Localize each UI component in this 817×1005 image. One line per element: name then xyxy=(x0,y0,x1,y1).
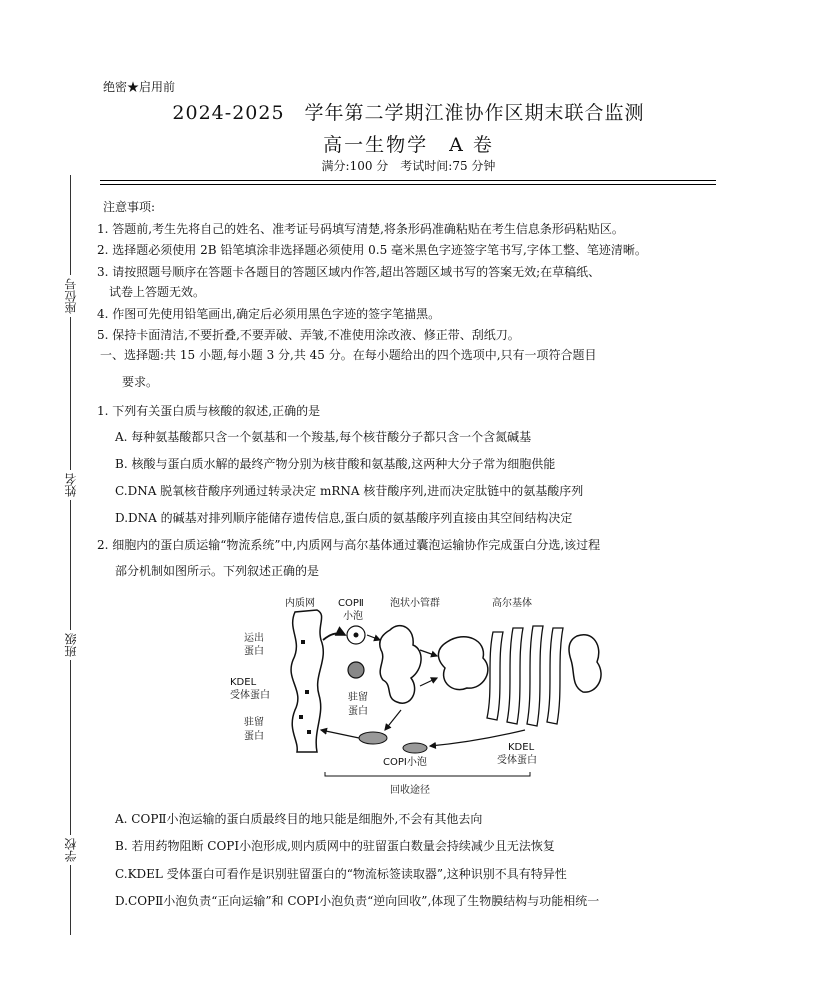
school-label: 学校 xyxy=(62,835,79,865)
seat-number-label: 座位号 xyxy=(62,275,79,317)
label-resident-left-protein: 蛋白 xyxy=(244,731,264,742)
question-1-option-d: D.DNA 的碱基对排列顺序能储存遗传信息,蛋白质的氨基酸序列直接由其空间结构决定 xyxy=(115,511,573,525)
question-2-option-c: C.KDEL 受体蛋白可看作是识别驻留蛋白的“物流标签读取器”,这种识别不具有特异性 xyxy=(115,867,567,881)
golgi-cisterna-3 xyxy=(527,626,543,726)
arrow-copi-to-er xyxy=(321,730,359,738)
question-2-option-d: D.COPⅡ小泡负责“正向运输”和 COPⅠ小泡负责“逆向回收”,体现了生物膜结构与功能相统一 xyxy=(115,894,600,908)
label-kdel-right-receptor: 受体蛋白 xyxy=(497,755,537,766)
question-1-option-a: A. 每种氨基酸都只含一个氨基和一个羧基,每个核苷酸分子都只含一个含氮碱基 xyxy=(115,430,532,444)
arrow-vtc-to-golgi-lower xyxy=(420,678,437,686)
question-2-option-b: B. 若用药物阻断 COPⅠ小泡形成,则内质网中的驻留蛋白数量会持续减少且无法恢复 xyxy=(115,839,555,853)
label-kdel-left: KDEL xyxy=(230,677,257,688)
notice-item: 3. 请按照题号顺序在答题卡各题目的答题区域内作答,超出答题区域书写的答案无效;在草稿纸、 xyxy=(97,265,601,279)
arrow-er-to-copii xyxy=(323,633,345,640)
notice-item: 4. 作图可先使用铅笔画出,确定后必须用黑色字迹的签字笔描黑。 xyxy=(97,307,441,321)
question-2-stem-cont: 部分机制如图所示。下列叙述正确的是 xyxy=(115,564,320,578)
label-vtc: 泡状小管群 xyxy=(390,598,440,609)
question-1-option-b: B. 核酸与蛋白质水解的最终产物分别为核苷酸和氨基酸,这两种大分子常为细胞供能 xyxy=(115,457,556,471)
protein-transport-diagram xyxy=(225,590,735,800)
label-golgi: 高尔基体 xyxy=(492,598,532,609)
arrow-copii-to-vtc xyxy=(367,635,380,640)
question-1-option-c: C.DNA 脱氧核苷酸序列通过转录决定 mRNA 核苷酸序列,进而决定肽链中的氨基酸序列 xyxy=(115,484,584,498)
confidential-label: 绝密★启用前 xyxy=(103,80,176,94)
arrow-vtc-return xyxy=(385,710,401,730)
header-rule-top xyxy=(100,180,716,181)
section-heading-cont: 要求。 xyxy=(122,375,159,389)
vesicle-middle xyxy=(348,662,364,678)
label-resident-center: 驻留 xyxy=(348,692,368,703)
golgi-cisterna-2 xyxy=(507,628,523,724)
label-resident-center-protein: 蛋白 xyxy=(348,706,368,717)
label-retrieval: 回收途径 xyxy=(390,785,430,796)
label-copi: COPⅠ小泡 xyxy=(383,757,427,768)
golgi-cisterna-4 xyxy=(547,628,563,724)
golgi-trans xyxy=(569,635,601,692)
section-heading: 一、选择题:共 15 小题,每小题 3 分,共 45 分。在每小题给出的四个选项中,只有一项符合题目 xyxy=(100,348,597,362)
retrieval-bracket xyxy=(325,772,530,776)
notice-item: 试卷上答题无效。 xyxy=(97,285,206,299)
label-kdel-right: KDEL xyxy=(508,742,535,753)
label-resident-left: 驻留 xyxy=(244,717,264,728)
header-rule-bottom xyxy=(100,184,716,185)
vtc-shape xyxy=(380,626,421,704)
copi-vesicle xyxy=(359,732,387,744)
score-time-info: 满分:100 分 考试时间:75 分钟 xyxy=(321,159,496,173)
exam-title: 2024-2025 学年第二学期江淮协作区期末联合监测 xyxy=(172,102,645,124)
copi-vesicle xyxy=(403,743,427,753)
label-copii: COPⅡ xyxy=(338,598,364,609)
label-copii-vesicle: 小泡 xyxy=(343,611,363,622)
notice-item: 1. 答题前,考生先将自己的姓名、准考证号码填写清楚,将条形码准确粘贴在考生信息条形码粘贴区。 xyxy=(97,222,624,236)
question-2-stem: 2. 细胞内的蛋白质运输“物流系统”中,内质网与高尔基体通过囊泡运输协作完成蛋白分选,该过程 xyxy=(97,538,601,552)
notice-item: 2. 选择题必须使用 2B 铅笔填涂非选择题必须使用 0.5 毫米黑色字迹签字笔书写,字体工整、笔迹清晰。 xyxy=(97,243,647,257)
golgi-cis-cluster xyxy=(438,637,487,690)
label-er: 内质网 xyxy=(285,598,315,609)
notice-item: 5. 保持卡面清洁,不要折叠,不要弄破、弄皱,不准使用涂改液、修正带、刮纸刀。 xyxy=(97,328,520,342)
question-2-option-a: A. COPⅡ小泡运输的蛋白质最终目的地只能是细胞外,不会有其他去向 xyxy=(115,812,483,826)
notice-heading: 注意事项: xyxy=(103,200,156,214)
name-label: 姓名 xyxy=(62,470,79,500)
class-label: 班级 xyxy=(62,630,79,660)
golgi-cisterna-1 xyxy=(487,632,503,720)
label-export: 运出 xyxy=(244,633,264,644)
label-kdel-left-receptor: 受体蛋白 xyxy=(230,690,270,701)
arrow-vtc-to-golgi xyxy=(420,650,437,656)
label-export-protein: 蛋白 xyxy=(244,646,264,657)
question-1-stem: 1. 下列有关蛋白质与核酸的叙述,正确的是 xyxy=(97,404,321,418)
exam-subtitle: 高一生物学 A 卷 xyxy=(323,134,494,156)
